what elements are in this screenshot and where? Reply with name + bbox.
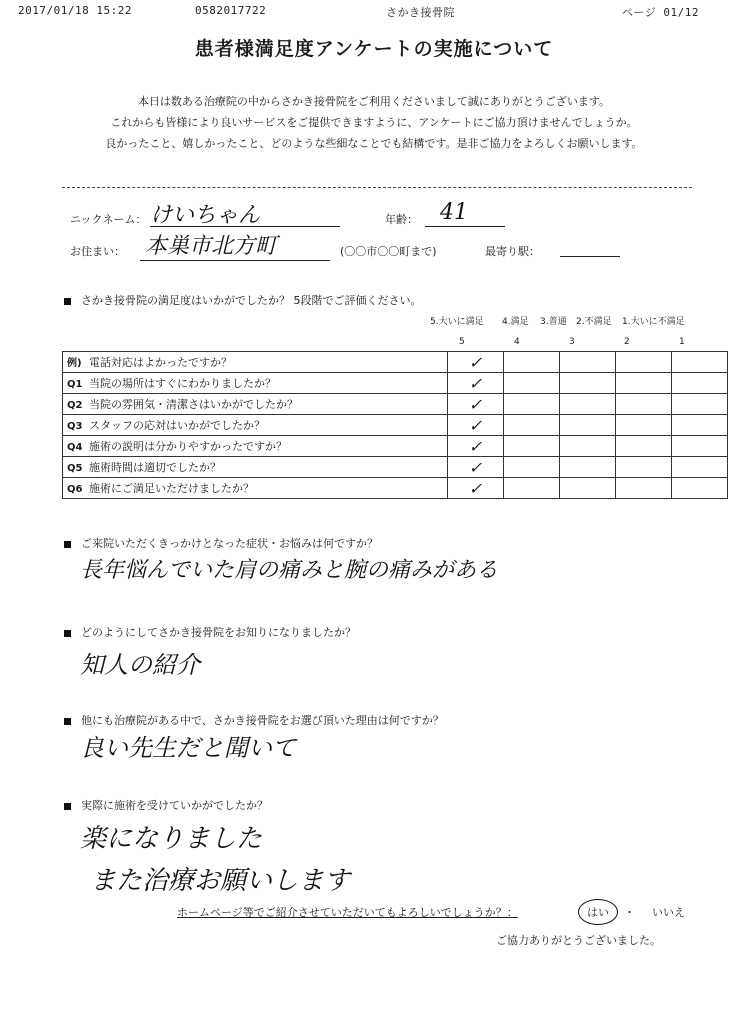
rating-cell[interactable] — [448, 394, 504, 415]
table-row — [63, 373, 728, 394]
age-label: 年齢： — [385, 213, 418, 226]
question-cell — [63, 415, 448, 436]
column-header: 5 — [459, 337, 465, 347]
age-value[interactable]: 41 — [440, 200, 468, 225]
question-heading — [64, 797, 268, 813]
survey-heading-text: さかき接骨院の満足度はいかがでしたか？ 5段階でご評価ください。 — [81, 294, 422, 307]
rating-cell[interactable] — [448, 415, 504, 436]
rating-cell[interactable] — [560, 394, 616, 415]
rating-cell[interactable] — [504, 394, 560, 415]
question-heading — [64, 712, 444, 728]
rating-cell[interactable] — [616, 352, 672, 373]
question-number: Q3 — [67, 421, 83, 432]
address-hint: (〇〇市〇〇町まで) — [340, 245, 437, 258]
rating-cell[interactable] — [560, 415, 616, 436]
homepage-no-option[interactable]: いいえ — [652, 906, 685, 919]
rating-cell[interactable] — [672, 373, 728, 394]
question-cell — [63, 352, 448, 373]
station-label: 最寄り駅： — [485, 245, 540, 258]
rating-cell[interactable] — [672, 352, 728, 373]
address-value[interactable]: 本巣市北方町 — [145, 234, 278, 259]
question-text: スタッフの応対はいかがでしたか？ — [89, 419, 265, 432]
rating-cell[interactable] — [616, 457, 672, 478]
answer-text[interactable]: 楽になりました — [80, 824, 263, 854]
rating-cell[interactable] — [672, 436, 728, 457]
rating-cell[interactable] — [560, 352, 616, 373]
thanks-text: ご協力ありがとうございました。 — [496, 934, 661, 947]
survey-heading — [64, 292, 422, 308]
column-header: 3 — [569, 337, 575, 347]
rating-cell[interactable] — [448, 352, 504, 373]
question-text: 施術の説明は分かりやすかったですか？ — [89, 440, 287, 453]
rating-cell[interactable] — [504, 352, 560, 373]
rating-cell[interactable] — [560, 457, 616, 478]
option-separator: ・ — [624, 906, 635, 919]
page-title: 患者様満足度アンケートの実施について — [194, 38, 554, 60]
question-heading — [64, 624, 356, 640]
question-number: Q6 — [67, 484, 83, 495]
homepage-yes-option[interactable]: はい — [578, 899, 618, 925]
nickname-value[interactable]: けいちゃん — [150, 203, 261, 228]
question-cell — [63, 373, 448, 394]
scale-label: 5.大いに満足 — [430, 317, 484, 327]
intro-line: 本日は数ある治療院の中からさかき接骨院をご利用くださいまして誠にありがとうございます。 — [137, 95, 611, 108]
question-text: 他にも治療院がある中で、さかき接骨院をお選び頂いた理由は何ですか？ — [81, 714, 444, 727]
rating-cell[interactable] — [504, 415, 560, 436]
scale-label: 1.大いに不満足 — [622, 317, 685, 327]
rating-cell[interactable] — [504, 436, 560, 457]
rating-cell[interactable] — [448, 373, 504, 394]
table-row — [63, 478, 728, 499]
bullet-square-icon — [64, 803, 71, 810]
question-text: 施術時間は適切でしたか？ — [89, 461, 221, 474]
intro-line: これからも皆様により良いサービスをご提供できますように、アンケートにご協力頂けませんでしょうか。 — [110, 116, 638, 129]
rating-cell[interactable] — [616, 394, 672, 415]
question-cell — [63, 478, 448, 499]
address-underline — [140, 260, 330, 261]
question-text: 当院の雰囲気・清潔さはいかがでしたか？ — [89, 398, 298, 411]
rating-cell[interactable] — [672, 478, 728, 499]
question-number: Q1 — [67, 379, 83, 390]
check-icon: ✓ — [468, 394, 483, 414]
bullet-square-icon — [64, 718, 71, 725]
rating-cell[interactable] — [560, 436, 616, 457]
table-row — [63, 457, 728, 478]
column-header: 4 — [514, 337, 520, 347]
survey-table — [62, 351, 728, 499]
rating-cell[interactable] — [560, 373, 616, 394]
check-icon: ✓ — [468, 415, 483, 435]
check-icon: ✓ — [468, 352, 483, 372]
fax-datetime: 2017/01/18 15:22 — [18, 4, 132, 17]
question-number: Q5 — [67, 463, 83, 474]
scale-label: 3.普通 — [540, 317, 567, 327]
rating-cell[interactable] — [504, 478, 560, 499]
table-row — [63, 394, 728, 415]
question-text: どのようにしてさかき接骨院をお知りになりましたか？ — [81, 626, 356, 639]
intro-line: 良かったこと、嬉しかったこと、どのような些細なことでも結構です。是非ご協力をよろしくお願いします。 — [105, 137, 643, 150]
column-header: 1 — [679, 337, 685, 347]
question-cell — [63, 436, 448, 457]
question-number: Q4 — [67, 442, 83, 453]
rating-cell[interactable] — [504, 373, 560, 394]
rating-cell[interactable] — [616, 373, 672, 394]
check-icon: ✓ — [468, 457, 483, 477]
answer-text[interactable]: また治療お願いします — [90, 866, 351, 896]
answer-text[interactable]: 良い先生だと聞いて — [80, 734, 296, 762]
question-cell — [63, 394, 448, 415]
check-icon: ✓ — [468, 478, 483, 498]
scale-label: 4.満足 — [502, 317, 529, 327]
column-header: 2 — [624, 337, 630, 347]
age-underline — [425, 226, 505, 227]
check-icon: ✓ — [468, 373, 483, 393]
address-label: お住まい： — [70, 245, 125, 258]
nickname-label: ニックネーム： — [70, 213, 147, 226]
answer-text[interactable]: 長年悩んでいた肩の痛みと腕の痛みがある — [80, 558, 499, 583]
table-row — [63, 436, 728, 457]
bullet-square-icon — [64, 630, 71, 637]
rating-cell[interactable] — [504, 457, 560, 478]
question-cell — [63, 457, 448, 478]
table-row — [63, 352, 728, 373]
table-row — [63, 415, 728, 436]
station-field[interactable] — [560, 256, 620, 257]
question-heading — [64, 535, 378, 551]
rating-cell[interactable] — [448, 436, 504, 457]
rating-cell[interactable] — [616, 478, 672, 499]
question-text: 施術にご満足いただけましたか？ — [89, 482, 254, 495]
fax-page: ページ 01/12 — [622, 6, 700, 19]
check-icon: ✓ — [468, 436, 483, 456]
question-text: 当院の場所はすぐにわかりましたか？ — [89, 377, 276, 390]
question-text: ご来院いただくきっかけとなった症状・お悩みは何ですか？ — [81, 537, 378, 550]
fax-number: 0582017722 — [195, 4, 267, 17]
rating-cell[interactable] — [672, 394, 728, 415]
divider — [62, 187, 692, 188]
rating-cell[interactable] — [672, 415, 728, 436]
rating-cell[interactable] — [560, 478, 616, 499]
answer-text[interactable]: 知人の紹介 — [80, 651, 200, 679]
rating-cell[interactable] — [672, 457, 728, 478]
fax-sender: さかき接骨院 — [386, 6, 455, 19]
rating-cell[interactable] — [448, 478, 504, 499]
rating-cell[interactable] — [616, 415, 672, 436]
question-text: 実際に施術を受けていかがでしたか？ — [81, 799, 268, 812]
rating-cell[interactable] — [616, 436, 672, 457]
homepage-question: ホームページ等でご紹介させていただいてもよろしいでしょうか？： — [177, 906, 518, 919]
question-number: 例) — [67, 358, 82, 369]
rating-cell[interactable] — [448, 457, 504, 478]
nickname-underline — [150, 226, 340, 227]
scale-label: 2.不満足 — [576, 317, 612, 327]
bullet-square-icon — [64, 298, 71, 305]
question-number: Q2 — [67, 400, 83, 411]
question-text: 電話対応はよかったですか？ — [89, 356, 232, 369]
bullet-square-icon — [64, 541, 71, 548]
